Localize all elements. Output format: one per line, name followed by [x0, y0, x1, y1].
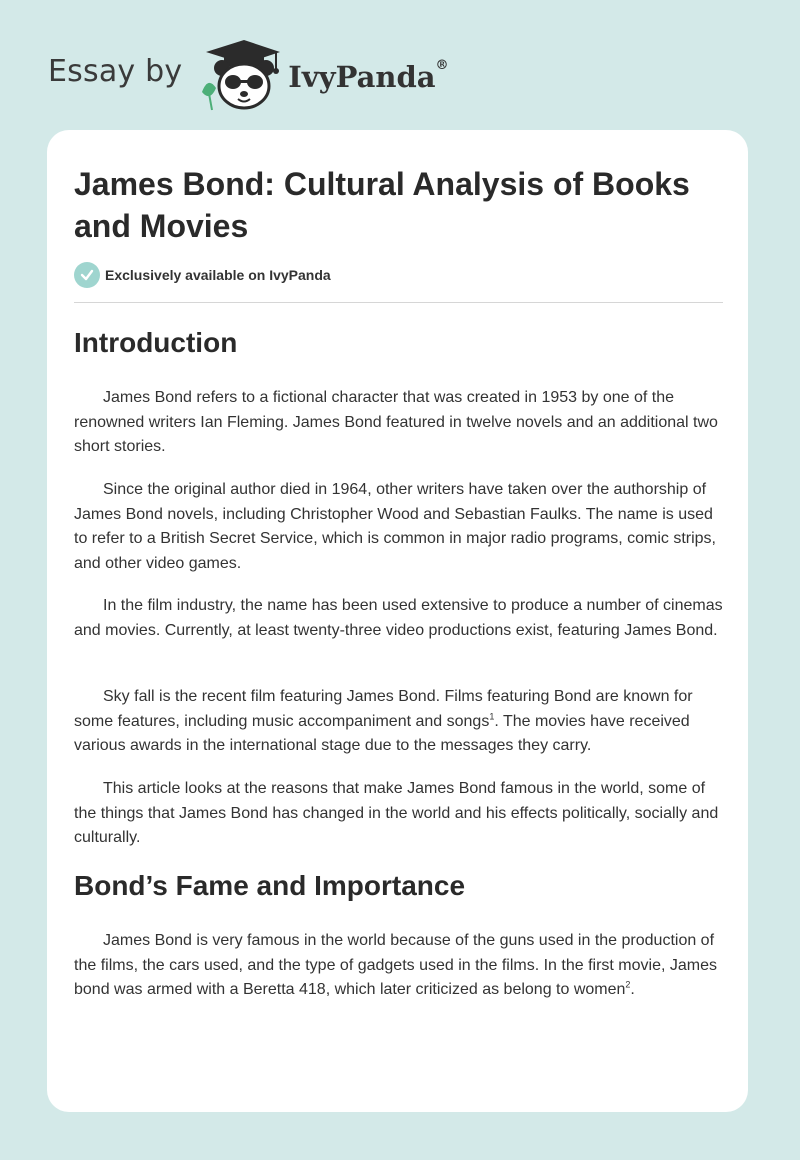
check-icon [74, 262, 100, 288]
paragraph: Since the original author died in 1964, other writers have taken over the authorship of James Bond novels, including Christopher Wood and Sebastian Faulks. The name is used to refer to a British Secret Service, which is common in major radio programs, comic strips, and other video games. [74, 481, 716, 572]
paragraph: James Bond refers to a fictional character that was created in 1953 by one of the renowned writers Ian Fleming. James Bond featured in twelve novels and an additional two short stories. [74, 389, 718, 455]
paragraph: James Bond is very famous in the world because of the guns used in the production of the films, the cars used, and the type of gadgets used in the films. In the first movie, James bond was armed with a Beretta 418, which later criticized as belong to women$^2$. [74, 932, 717, 998]
section-heading-fame: Bond’s Fame and Importance [74, 870, 466, 901]
site-header [48, 34, 449, 114]
panda-logo-icon[interactable] [198, 36, 282, 112]
paragraph: This article looks at the reasons that make James Bond famous in the world, some of the things that James Bond has changed in the world and his effects politically, socially and culturally. [74, 780, 719, 846]
article-card [47, 130, 748, 1112]
essay-by-label: Essay by [48, 53, 183, 89]
paragraph: Sky fall is the recent film featuring James Bond. Films featuring Bond are known for some features, including music accompaniment and songs$^1$. The movies have received various awards in the international stage due to the messages they carry. [74, 688, 693, 754]
section-heading-introduction: Introduction [74, 327, 238, 358]
title-divider [74, 302, 723, 303]
footnote-ref[interactable]: 2 [625, 979, 631, 990]
exclusive-label: Exclusively available on IvyPanda [105, 267, 331, 283]
brand-name[interactable]: IvyPanda® [288, 58, 449, 94]
footnote-ref[interactable]: 1 [489, 711, 495, 722]
paragraph: In the film industry, the name has been used extensive to produce a number of cinemas and movies. Currently, at least twenty-three video productions exist, featuring James Bond. [74, 597, 723, 639]
exclusive-badge [74, 262, 331, 288]
article-title: James Bond: Cultural Analysis of Books and Movies [74, 166, 690, 244]
